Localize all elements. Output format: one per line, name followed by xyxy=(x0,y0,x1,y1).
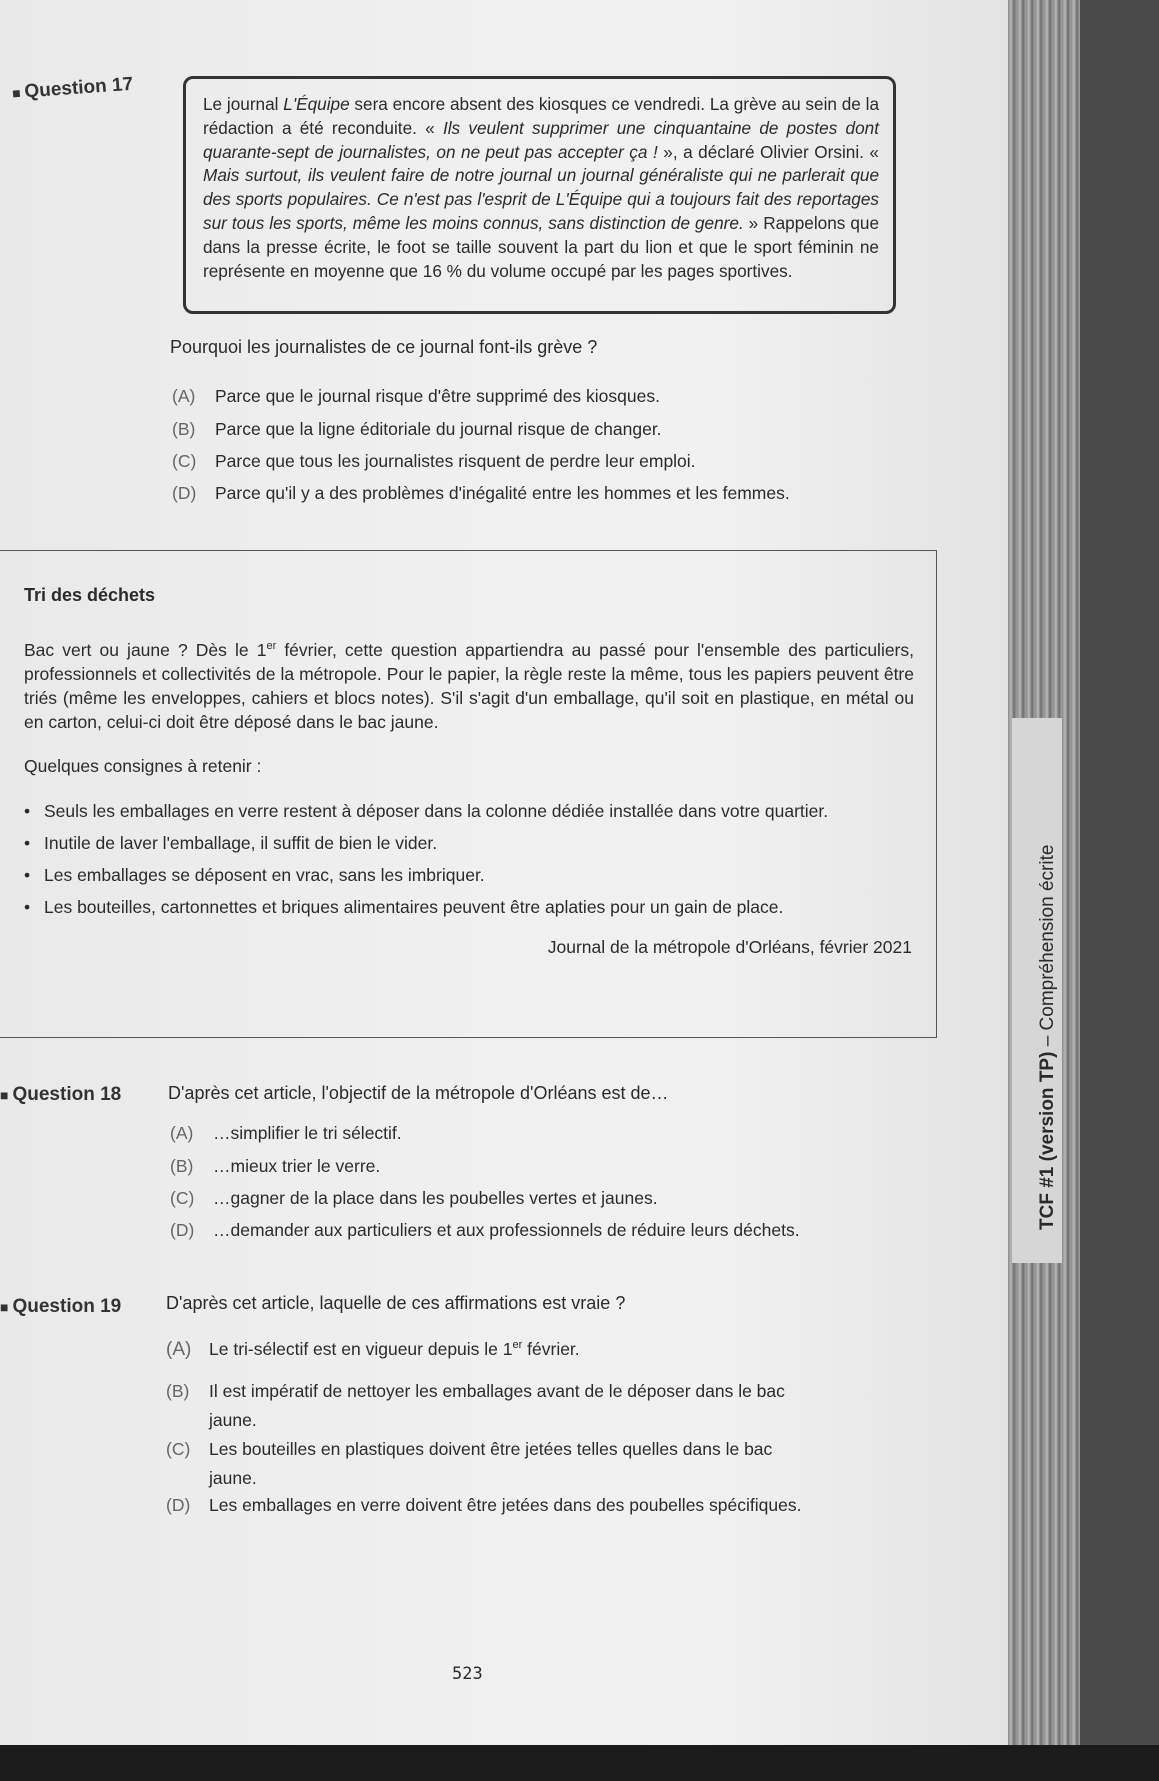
q17-question: Pourquoi les journalistes de ce journal font-ils grève ? xyxy=(170,337,598,357)
side-tab-label: TCF #1 (version TP) – Compréhension écrite xyxy=(1037,844,1058,1230)
q18-option-b[interactable]: (B) …mieux trier le verre. xyxy=(170,1156,381,1176)
q18-option-c[interactable]: (C) …gagner de la place dans les poubelles vertes et jaunes. xyxy=(170,1188,658,1208)
article-paragraph: Bac vert ou jaune ? Dès le 1er février, cette question appartiendra au passé pour l'ensemble des particuliers, professionnels et collectivités de la métropole. Pour le papier, la règle reste la même, tous les papiers peuvent être triés (même les enveloppes, cahiers et blocs notes). S'il s'agit d'un emballage, qu'il soit en plastique, en métal ou en carton, celui-ci doit être déposé dans le bac jaune. xyxy=(24,639,914,732)
q19-option-c[interactable]: (C) Les bouteilles en plastiques doivent être jetées telles quelles dans le bac jaune. xyxy=(166,1439,773,1488)
article-source: Journal de la métropole d'Orléans, février 2021 xyxy=(547,936,912,957)
q18-option-a[interactable]: (A) …simplifier le tri sélectif. xyxy=(170,1123,402,1143)
question-17-label: ■ Question 17 xyxy=(11,73,134,103)
consignes-list xyxy=(24,799,914,919)
bullet-square-icon: ■ xyxy=(0,1299,9,1315)
list-item: • Les bouteilles, cartonnettes et briques alimentaires peuvent être aplaties pour un gain de place. xyxy=(24,895,914,919)
q19-question: D'après cet article, laquelle de ces affirmations est vraie ? xyxy=(166,1293,626,1313)
consignes-heading: Quelques consignes à retenir : xyxy=(24,755,262,776)
q18-option-d[interactable]: (D) …demander aux particuliers et aux professionnels de réduire leurs déchets. xyxy=(170,1220,800,1240)
q19-option-b[interactable]: (B) Il est impératif de nettoyer les emballages avant de le déposer dans le bac jaune. xyxy=(166,1381,785,1430)
list-item: • Seuls les emballages en verre restent à déposer dans la colonne dédiée installée dans votre quartier. xyxy=(24,799,914,823)
q17-option-c[interactable]: (C) Parce que tous les journalistes risquent de perdre leur emploi. xyxy=(172,451,696,471)
q19-option-d[interactable]: (D) Les emballages en verre doivent être jetées dans des poubelles spécifiques. xyxy=(166,1495,802,1515)
page-number: 523 xyxy=(452,1664,483,1684)
bottom-shadow xyxy=(0,1745,1159,1781)
q17-passage-box: Le journal L'Équipe sera encore absent des kiosques ce vendredi. La grève au sein de la rédaction a été reconduite. « Ils veulent supprimer une cinquantaine de postes dont quarante-sept de journalistes, on ne peut pas accepter ça ! », a déclaré Olivier Orsini. « Mais surtout, ils veulent faire de notre journal un journal généraliste qui ne parlerait que des sports populaires. Ce n'est pas l'esprit de L'Équipe qui a toujours fait des reportages sur tous les sports, même les moins connus, sans distinction de genre. » Rappelons que dans la presse écrite, le foot se taille souvent la part du lion et que le sport féminin ne représente en moyenne que 16 % du volume occupé par les pages sportives. xyxy=(183,76,896,314)
article-title: Tri des déchets xyxy=(24,585,156,605)
bullet-square-icon: ■ xyxy=(11,84,22,102)
page-edges-shadow xyxy=(1080,0,1159,1781)
q17-option-a[interactable]: (A) Parce que le journal risque d'être supprimé des kiosques. xyxy=(172,386,660,406)
bullet-square-icon: ■ xyxy=(0,1087,9,1103)
q19-option-a[interactable]: (A) Le tri-sélectif est en vigueur depuis le 1er février. xyxy=(166,1339,580,1360)
list-item: • Les emballages se déposent en vrac, sans les imbriquer. xyxy=(24,863,914,887)
dechets-article-box xyxy=(0,550,937,1038)
q18-question: D'après cet article, l'objectif de la métropole d'Orléans est de… xyxy=(168,1083,669,1103)
q17-option-b[interactable]: (B) Parce que la ligne éditoriale du journal risque de changer. xyxy=(172,419,662,439)
q17-option-d[interactable]: (D) Parce qu'il y a des problèmes d'inégalité entre les hommes et les femmes. xyxy=(172,483,790,503)
list-item: • Inutile de laver l'emballage, il suffit de bien le vider. xyxy=(24,831,914,855)
question-19-label: ■ Question 19 xyxy=(0,1296,122,1317)
question-18-label: ■ Question 18 xyxy=(0,1084,122,1105)
